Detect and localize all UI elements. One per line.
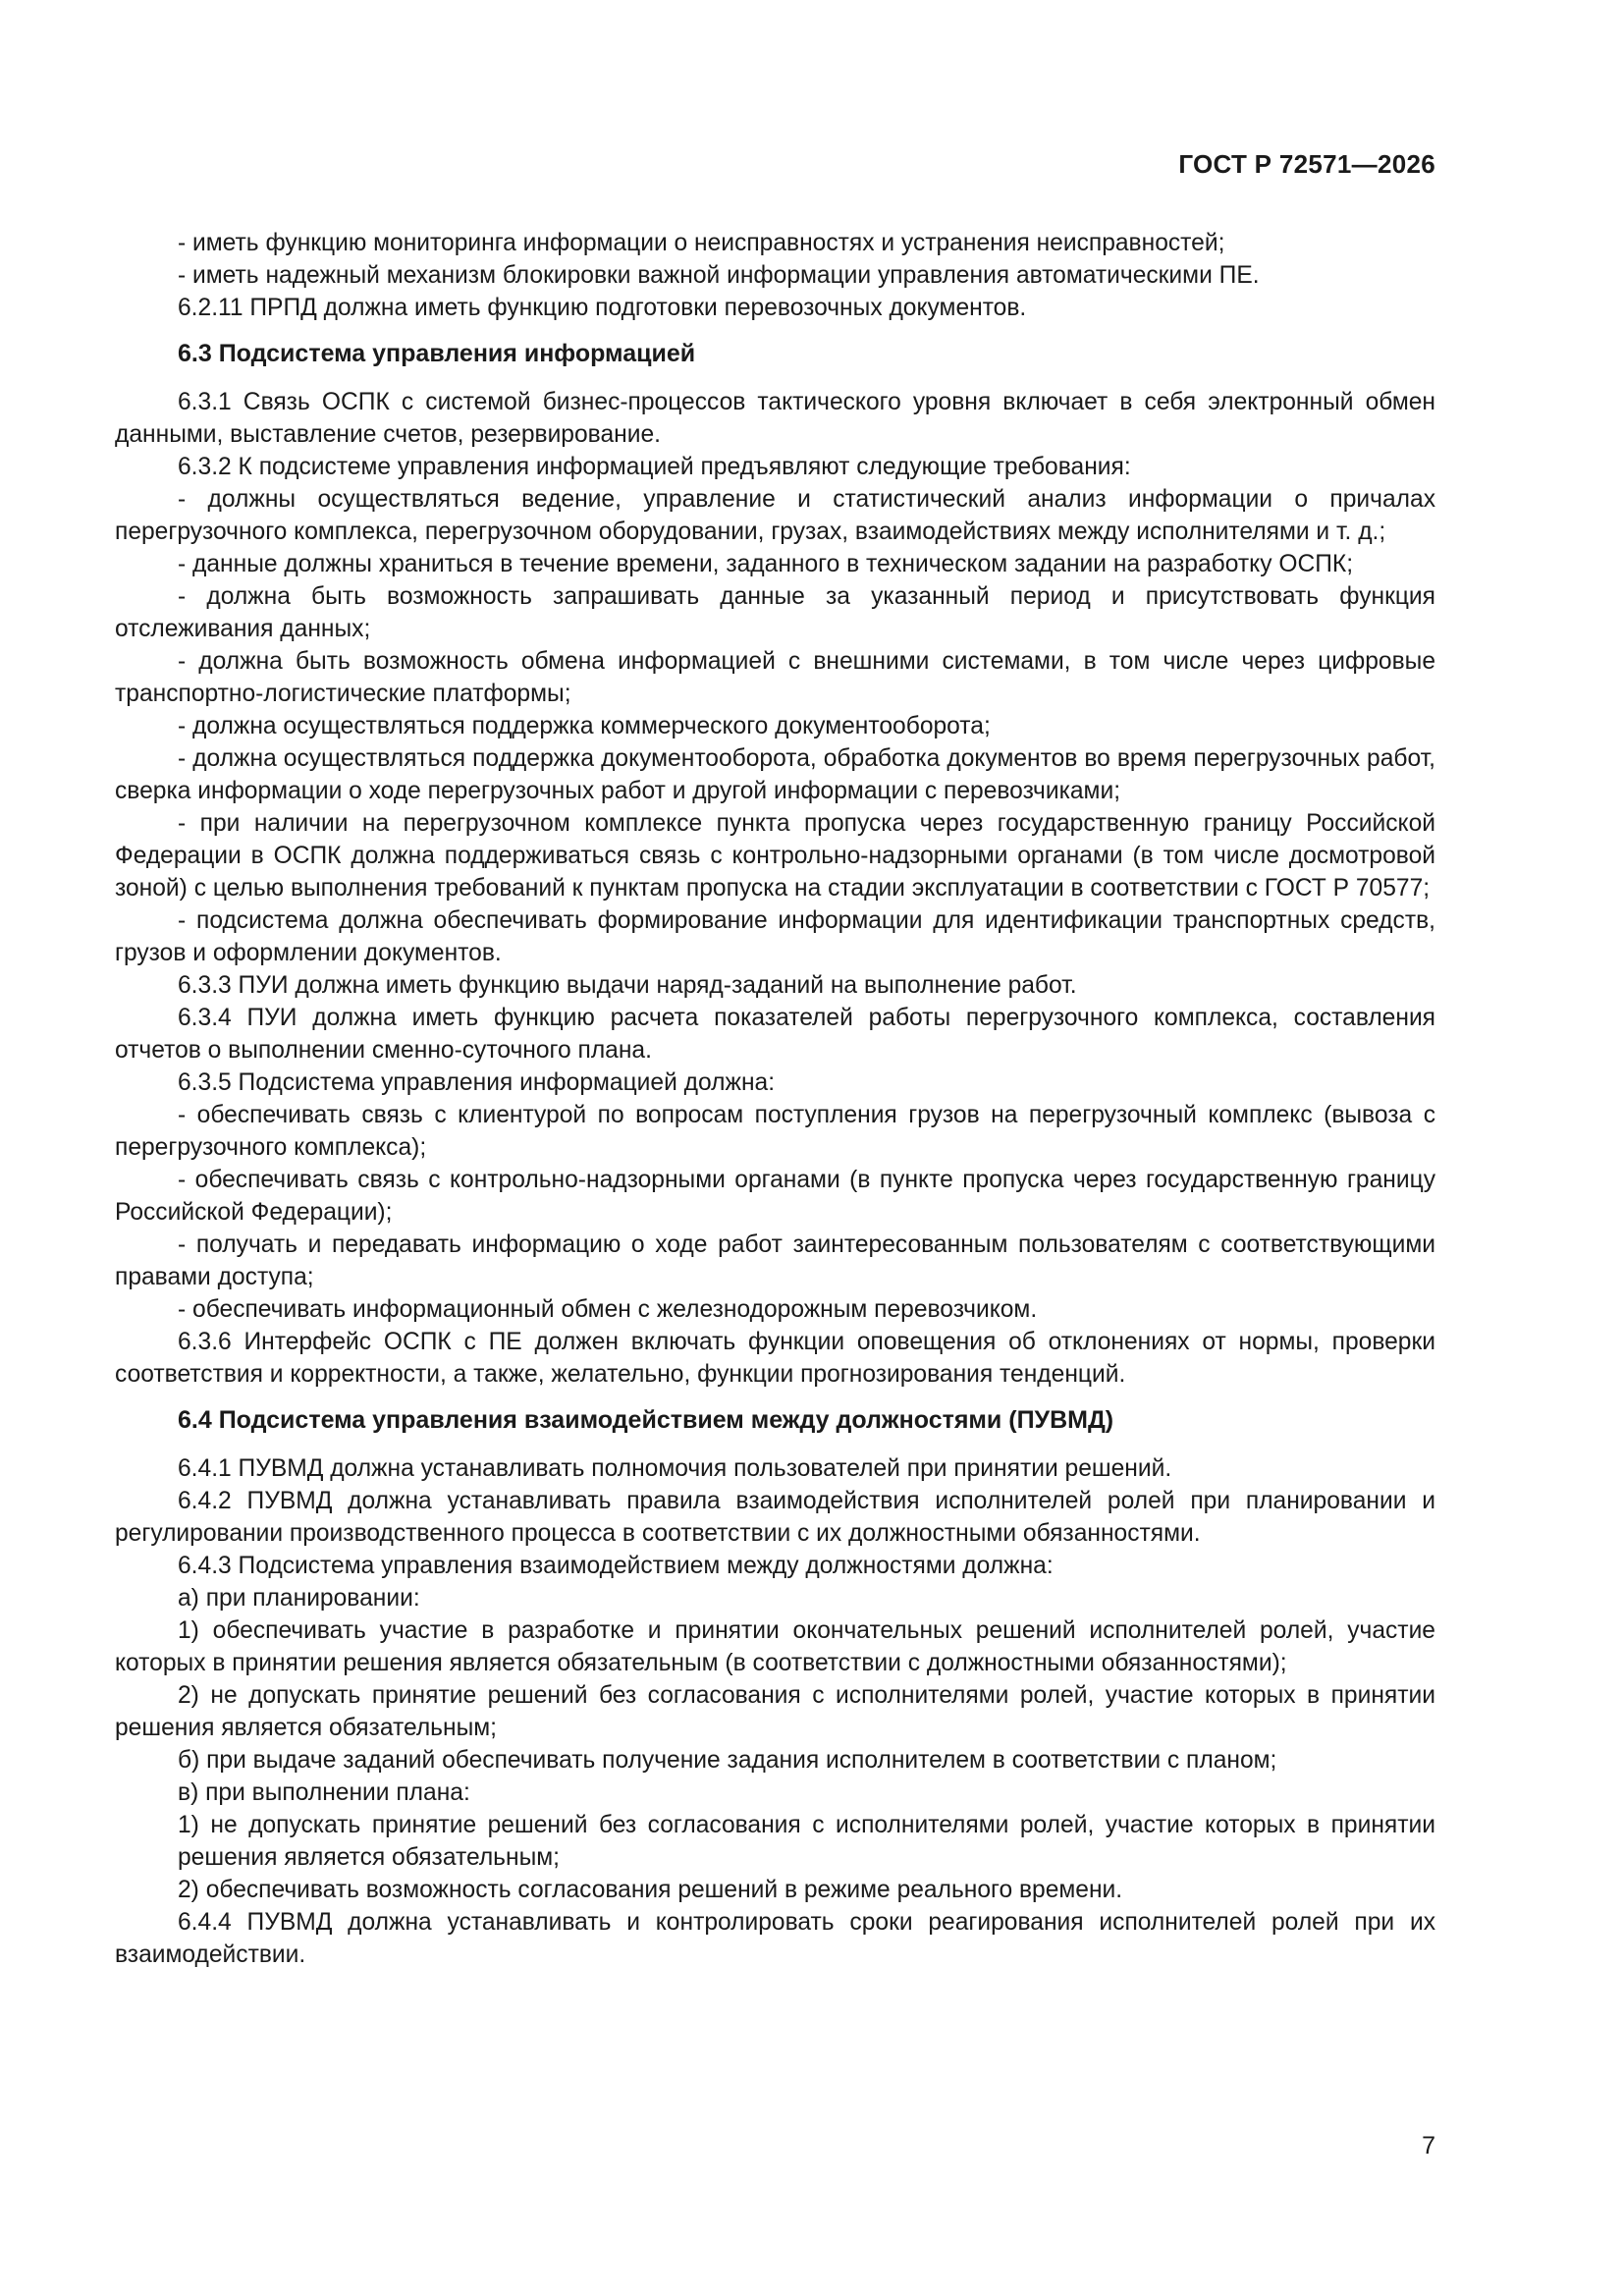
paragraph: а) при планировании: [178,1585,420,1612]
paragraph: 6.3.4 ПУИ должна иметь функцию расчета показателей работы перегрузочного комплекса, составления отчетов о выполнении сменно-суточного плана. [115,1005,1435,1064]
paragraph: в) при выполнении плана: [178,1779,470,1806]
paragraph: 6.3.2 К подсистеме управления информацией предъявляют следующие требования: [178,454,1131,480]
paragraph: - иметь функцию мониторинга информации о неисправностях и устранения неисправностей; [178,230,1225,256]
paragraph: - иметь надежный механизм блокировки важной информации управления автоматическими ПЕ. [178,262,1260,289]
sub-list-item: 2) обеспечивать возможность согласования решений в режиме реального времени. [178,1877,1123,1903]
paragraph: 6.4.2 ПУВМД должна устанавливать правила взаимодействия исполнителей ролей при планировании и регулировании производственного процесса в соответствии с их должностными обязанностями. [115,1488,1435,1547]
paragraph: - получать и передавать информацию о ходе работ заинтересованным пользователям с соответствующими правами доступа; [115,1231,1435,1290]
page-body [115,227,1435,1971]
paragraph: - должна осуществляться поддержка коммерческого документооборота; [178,713,991,739]
paragraph: - обеспечивать связь с контрольно-надзорными органами (в пункте пропуска через государственную границу Российской Федерации); [115,1167,1435,1226]
paragraph: 6.3.3 ПУИ должна иметь функцию выдачи наряд-заданий на выполнение работ. [178,972,1077,999]
paragraph: 6.4.3 Подсистема управления взаимодействием между должностями должна: [178,1553,1054,1579]
page-number: 7 [1422,2132,1435,2159]
paragraph: - должна быть возможность обмена информацией с внешними системами, в том числе через цифровые транспортно-логистические платформы; [115,648,1435,707]
section-heading: 6.4 Подсистема управления взаимодействием между должностями (ПУВМД) [178,1406,1114,1434]
paragraph: б) при выдаче заданий обеспечивать получение задания исполнителем в соответствии с планом; [178,1747,1277,1774]
paragraph: 2) не допускать принятие решений без согласования с исполнителями ролей, участие которых в принятии решения является обязательным; [115,1682,1435,1741]
paragraph: - обеспечивать связь с клиентурой по вопросам поступления грузов на перегрузочный комплекс (вывоза с перегрузочного комплекса); [115,1102,1435,1161]
paragraph: - данные должны храниться в течение времени, заданного в техническом задании на разработку ОСПК; [178,551,1354,577]
paragraph: - должны осуществляться ведение, управление и статистический анализ информации о причалах перегрузочного комплекса, перегрузочном оборудовании, грузах, взаимодействиях между исполнителями и т. д.; [115,486,1435,545]
sub-list-item: 1) не допускать принятие решений без согласования с исполнителями ролей, участие которых в принятии решения является обязательным; [178,1812,1435,1871]
paragraph: 6.2.11 ПРПД должна иметь функцию подготовки перевозочных документов. [178,295,1027,321]
paragraph: 6.3.6 Интерфейс ОСПК с ПЕ должен включать функции оповещения об отклонениях от нормы, проверки соответствия и корректности, а также, желательно, функции прогнозирования тенденций. [115,1329,1435,1388]
paragraph: 6.3.5 Подсистема управления информацией должна: [178,1069,776,1096]
document-code-header: ГОСТ Р 72571—2026 [1178,149,1435,179]
paragraph: - при наличии на перегрузочном комплексе пункта пропуска через государственную границу Российской Федерации в ОСПК должна поддерживаться связь с контрольно-надзорными органами (в том числе досмотровой зоной) с целью выполнения требований к пунктам пропуска на стадии эксплуатации в соответствии с ГОСТ Р 70577; [115,810,1435,902]
paragraph: - обеспечивать информационный обмен с железнодорожным перевозчиком. [178,1296,1038,1323]
paragraph: 6.4.1 ПУВМД должна устанавливать полномочия пользователей при принятии решений. [178,1455,1172,1482]
paragraph: 6.4.4 ПУВМД должна устанавливать и контролировать сроки реагирования исполнителей ролей при их взаимодействии. [115,1909,1435,1968]
paragraph: - должна быть возможность запрашивать данные за указанный период и присутствовать функция отслеживания данных; [115,583,1435,642]
section-heading: 6.3 Подсистема управления информацией [178,340,696,367]
paragraph: 1) обеспечивать участие в разработке и принятии окончательных решений исполнителей ролей, участие которых в принятии решения является обязательным (в соответствии с должностными обязанностями); [115,1617,1435,1676]
paragraph: - подсистема должна обеспечивать формирование информации для идентификации транспортных средств, грузов и оформлении документов. [115,907,1435,966]
paragraph: 6.3.1 Связь ОСПК с системой бизнес-процессов тактического уровня включает в себя электронный обмен данными, выставление счетов, резервирование. [115,389,1435,448]
paragraph: - должна осуществляться поддержка документооборота, обработка документов во время перегрузочных работ, сверка информации о ходе перегрузочных работ и другой информации с перевозчиками; [115,745,1435,804]
